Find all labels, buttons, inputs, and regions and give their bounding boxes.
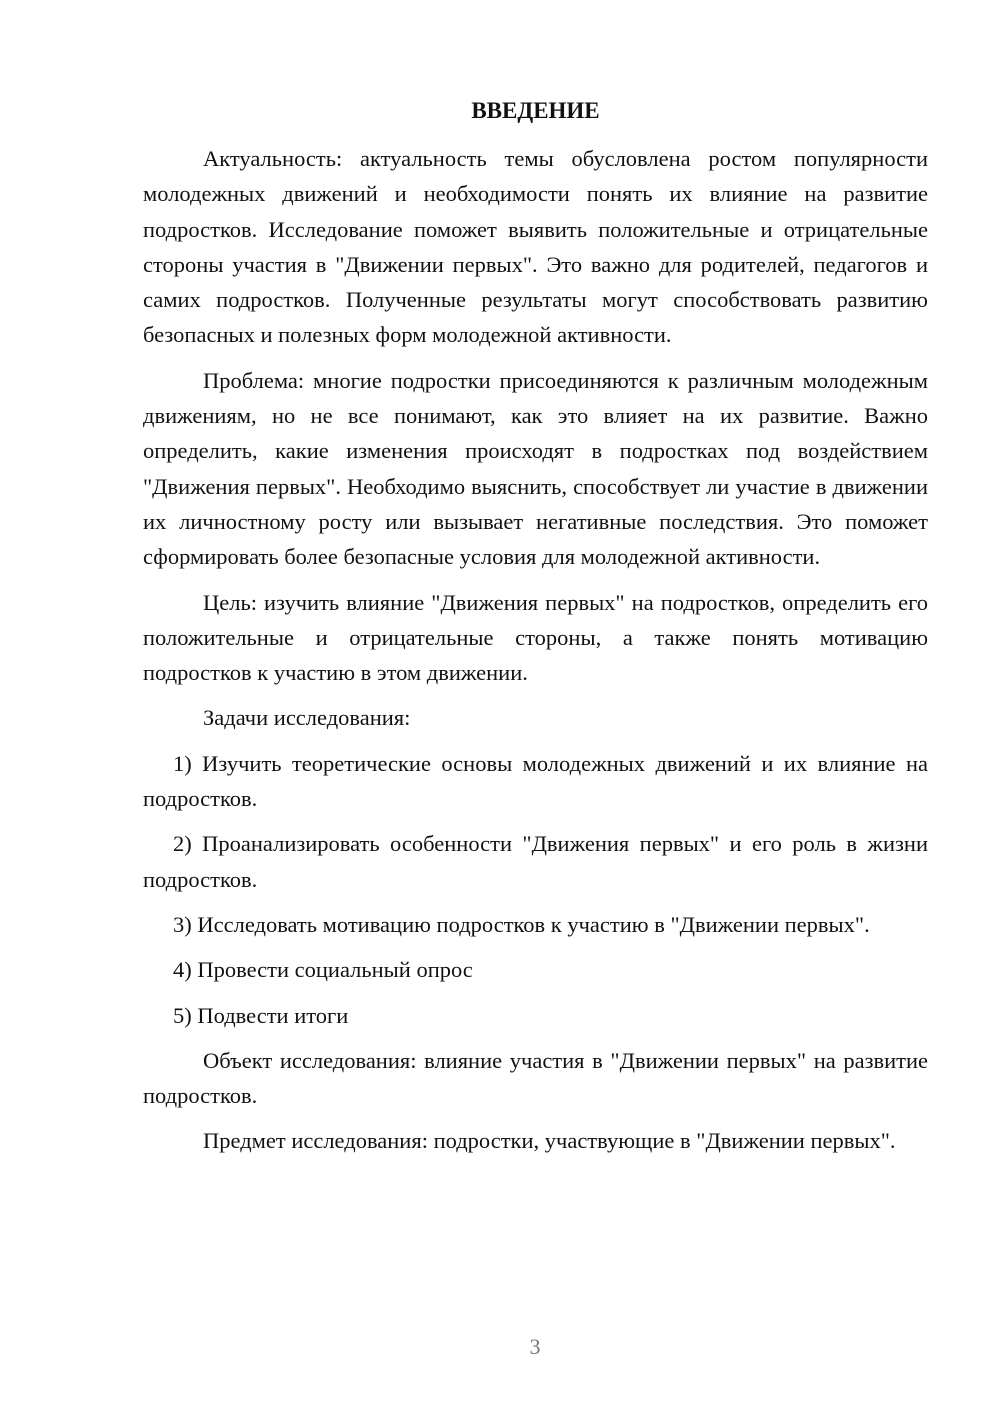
object-paragraph: Объект исследования: влияние участия в "Движении первых" на развитие подростков. bbox=[143, 1047, 928, 1109]
tasks-list bbox=[143, 746, 928, 1033]
task-item: 4) Провести социальный опрос bbox=[173, 957, 473, 983]
task-item: 5) Подвести итоги bbox=[173, 1002, 349, 1028]
page-number: 3 bbox=[529, 1334, 541, 1359]
relevance-paragraph: Актуальность: актуальность темы обусловлена ростом популярности молодежных движений и необходимости понять их влияние на развитие подростков. Исследование поможет выявить положительные и отрицательные стороны участия в "Движении первых". Это важно для родителей, педагогов и самих подростков. Полученные результаты могут способствовать развитию безопасных и полезных форм молодежной активности. bbox=[143, 146, 928, 348]
task-item: 1) Изучить теоретические основы молодежных движений и их влияние на подростков. bbox=[143, 750, 928, 812]
task-item: 2) Проанализировать особенности "Движения первых" и его роль в жизни подростков. bbox=[143, 831, 928, 892]
tasks-heading: Задачи исследования: bbox=[203, 705, 411, 731]
goal-paragraph: Цель: изучить влияние "Движения первых" на подростков, определить его положительные и отрицательные стороны, а также понять мотивацию подростков к участию в этом движении. bbox=[143, 589, 928, 686]
problem-paragraph: Проблема: многие подростки присоединяются к различным молодежным движениям, но не все понимают, как это влияет на их развитие. Важно определить, какие изменения происходят в подростках под воздействием "Движения первых". Необходимо выяснить, способствует ли участие в движении их личностному росту или вызывает негативные последствия. Это поможет сформировать более безопасные условия для молодежной активности. bbox=[143, 367, 928, 570]
document-page bbox=[143, 95, 928, 1169]
subject-paragraph: Предмет исследования: подростки, участвующие в "Движении первых". bbox=[203, 1128, 896, 1154]
document-title: ВВЕДЕНИЕ bbox=[471, 98, 600, 123]
task-item: 3) Исследовать мотивацию подростков к участию в "Движении первых". bbox=[173, 911, 870, 937]
